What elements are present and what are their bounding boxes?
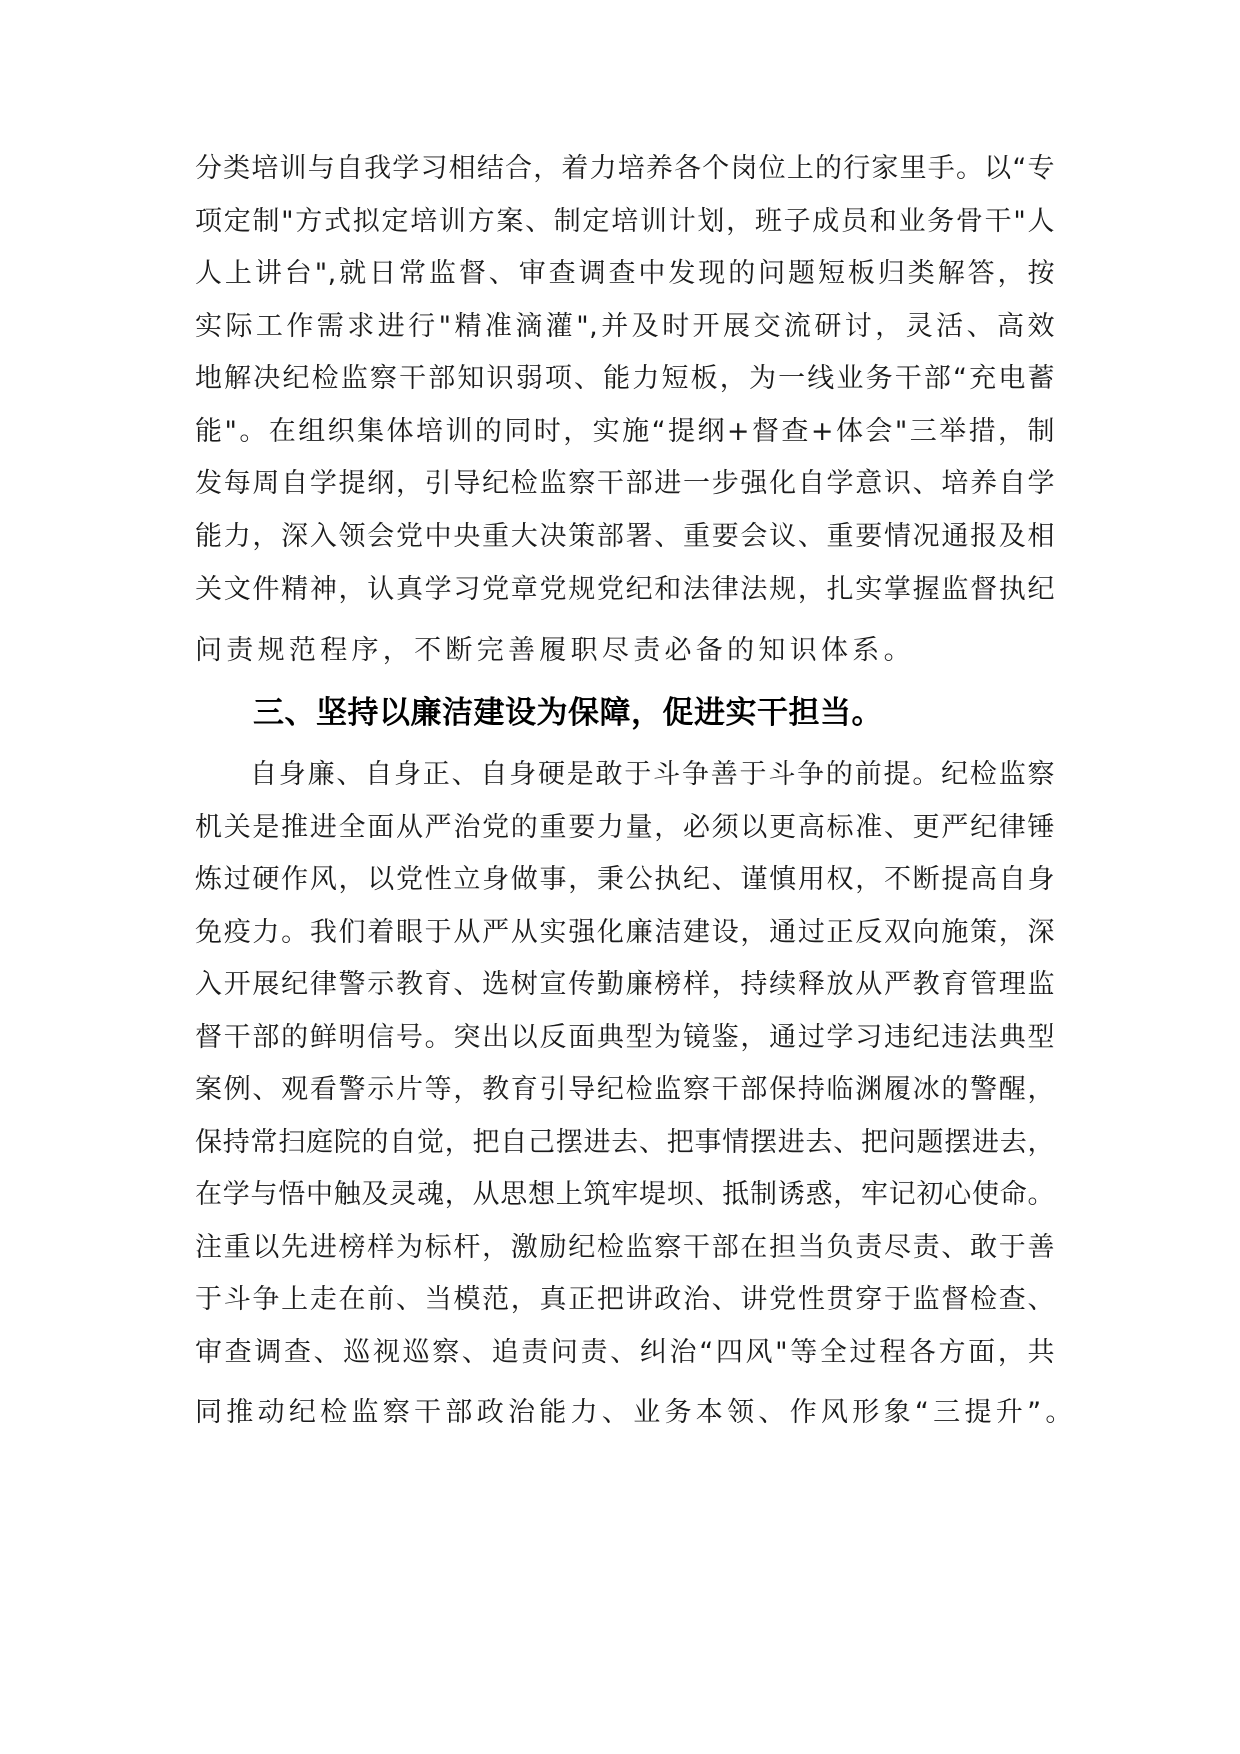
paragraph-1-line: 能力，深入领会党中央重大决策部署、重要会议、重要情况通报及相 [195,521,1055,552]
paragraph-1-line: 人上讲台",就日常监督、审查调查中发现的问题短板归类解答，按 [195,258,1055,289]
paragraph-1-line: 分类培训与自我学习相结合，着力培养各个岗位上的行家里手。以“专 [195,153,1055,184]
paragraph-2-line: 于斗争上走在前、当模范，真正把讲政治、讲党性贯穿于监督检查、 [195,1284,1055,1315]
paragraph-2-line: 同推动纪检监察干部政治能力、业务本领、作风形象“三提升”。 [195,1397,1077,1428]
paragraph-1-line: 能"。在组织集体培训的同时，实施“提纲+督查+体会"三举措，制 [195,416,1055,447]
paragraph-2-line: 自身廉、自身正、自身硬是敢于斗争善于斗争的前提。纪检监察 [250,759,1055,790]
paragraph-2-line: 督干部的鲜明信号。突出以反面典型为镜鉴，通过学习违纪违法典型 [195,1022,1055,1053]
paragraph-2-line: 入开展纪律警示教育、选树宣传勤廉榜样，持续释放从严教育管理监 [195,969,1055,1000]
paragraph-1-line: 地解决纪检监察干部知识弱项、能力短板，为一线业务干部“充电蓄 [195,363,1055,394]
paragraph-1-line: 关文件精神，认真学习党章党规党纪和法律法规，扎实掌握监督执纪 [195,574,1055,605]
paragraph-1-line: 实际工作需求进行"精准滴灌",并及时开展交流研讨，灵活、高效 [195,311,1055,342]
paragraph-2-line: 保持常扫庭院的自觉，把自己摆进去、把事情摆进去、把问题摆进去， [195,1127,1055,1158]
paragraph-2-line: 炼过硬作风，以党性立身做事，秉公执纪、谨慎用权，不断提高自身 [195,864,1055,895]
paragraph-1-line: 项定制"方式拟定培训方案、制定培训计划，班子成员和业务骨干"人 [195,206,1055,237]
paragraph-1-line: 发每周自学提纲，引导纪检监察干部进一步强化自学意识、培养自学 [195,468,1055,499]
paragraph-2-line: 注重以先进榜样为标杆，激励纪检监察干部在担当负责尽责、敢于善 [195,1232,1055,1263]
paragraph-2-line: 在学与悟中触及灵魂，从思想上筑牢堤坝、抵制诱惑，牢记初心使命。 [195,1179,1055,1210]
paragraph-2-line: 免疫力。我们着眼于从严从实强化廉洁建设，通过正反双向施策，深 [195,917,1055,948]
paragraph-2-line: 机关是推进全面从严治党的重要力量，必须以更高标准、更严纪律锤 [195,812,1055,843]
paragraph-2-line: 案例、观看警示片等，教育引导纪检监察干部保持临渊履冰的警醒， [195,1074,1055,1105]
paragraph-1-line: 问责规范程序，不断完善履职尽责必备的知识体系。 [195,635,915,666]
paragraph-2-line: 审查调查、巡视巡察、追责问责、纠治“四风"等全过程各方面，共 [195,1337,1055,1368]
section-heading: 三、坚持以廉洁建设为保障，促进实干担当。 [253,695,883,731]
